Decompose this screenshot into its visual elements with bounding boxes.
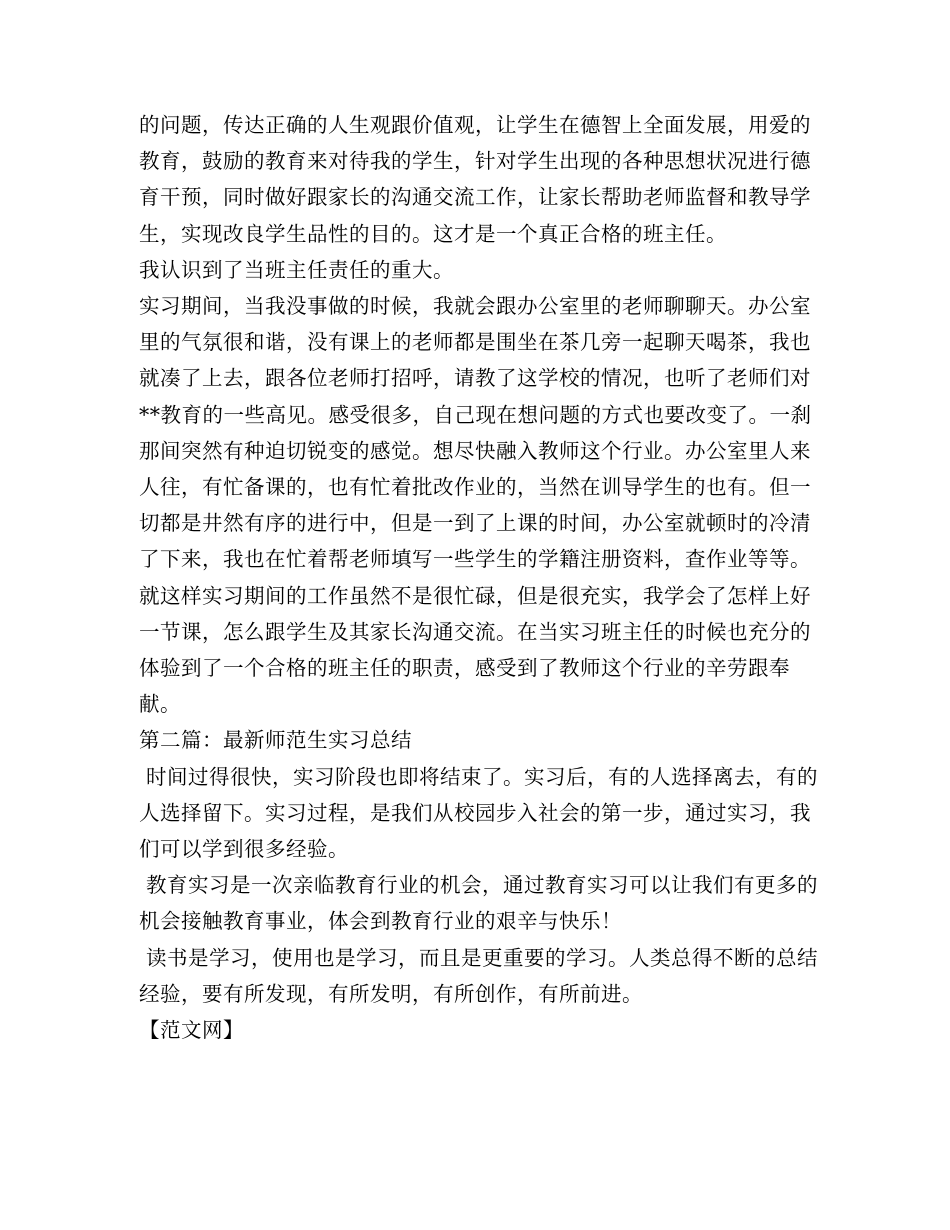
paragraph-summary: 就这样实习期间的工作虽然不是很忙碌，但是很充实，我学会了怎样上好一节课，怎么跟学生及其家长沟通交流。在当实习班主任的时候也充分的体验到了一个合格的班主任的职责，感受到了教师这个行业的辛劳跟奉献。 [139,583,811,717]
source-tag: 【范文网】 [139,1018,244,1043]
document-body [139,107,819,1048]
paragraph-continuation: 的问题，传达正确的人生观跟价值观，让学生在德智上全面发展，用爱的教育，鼓励的教育来对待我的学生，针对学生出现的各种思想状况进行德育干预，同时做好跟家长的沟通交流工作，让家长帮助老师监督和教导学生，实现改良学生品性的目的。这才是一个真正合格的班主任。 [139,113,811,246]
section-heading: 第二篇：最新师范生实习总结 [139,728,412,753]
paragraph-time: 时间过得很快，实习阶段也即将结束了。实习后，有的人选择离去，有的人选择留下。实习过程，是我们从校园步入社会的第一步，通过实习，我们可以学到很多经验。 [139,764,819,862]
paragraph-office: 实习期间，当我没事做的时候，我就会跟办公室里的老师聊聊天。办公室里的气氛很和谐，没有课上的老师都是围坐在茶几旁一起聊天喝茶，我也就凑了上去，跟各位老师打招呼，请教了这学校的情况，也听了老师们对**教育的一些高见。感受很多，自己现在想问题的方式也要改变了。一刹那间突然有种迫切锐变的感觉。想尽快融入教师这个行业。办公室里人来人往，有忙备课的，也有忙着批改作业的，当然在训导学生的也有。但一切都是井然有序的进行中，但是一到了上课的时间，办公室就顿时的冷清了下来，我也在忙着帮老师填写一些学生的学籍注册资料，查作业等等。 [139,294,812,572]
paragraph-responsibility: 我认识到了当班主任责任的重大。 [139,257,454,282]
paragraph-reading: 读书是学习，使用也是学习，而且是更重要的学习。人类总得不断的总结经验，要有所发现，有所发明，有所创作，有所前进。 [139,945,819,1006]
paragraph-teaching-practice: 教育实习是一次亲临教育行业的机会，通过教育实习可以让我们有更多的机会接触教育事业，体会到教育行业的艰辛与快乐！ [139,873,819,934]
